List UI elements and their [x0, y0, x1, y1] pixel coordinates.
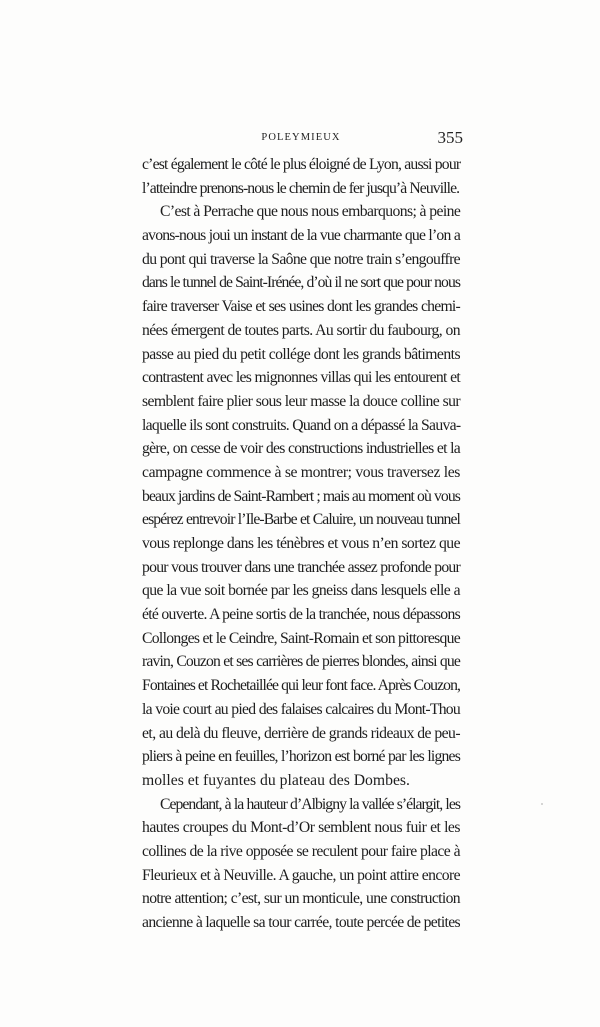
body-text: [142, 153, 460, 935]
paragraph-start-line: Cependant, à la hauteur d’Albigny la vallée s’élargit, les: [160, 795, 460, 813]
text-line: beaux jardins de Saint-Rambert ; mais au moment où vous: [142, 487, 460, 505]
page-number: 355: [437, 128, 463, 147]
text-line: Fleurieux et à Neuville. A gauche, un point attire encore: [142, 866, 460, 884]
paragraph-end-line: molles et fuyantes du plateau des Dombes.: [142, 771, 410, 789]
text-line: contrastent avec les mignonnes villas qui les entourent et: [142, 369, 460, 387]
text-line: du pont qui traverse la Saône que notre train s’engouffre: [142, 250, 460, 268]
text-line: que la vue soit bornée par les gneiss dans lesquels elle a: [142, 582, 460, 600]
text-line: pliers à peine en feuilles, l’horizon est borné par les lignes: [142, 748, 460, 766]
text-line: avons-nous joui un instant de la vue charmante que l’on a: [142, 227, 460, 245]
text-line: laquelle ils sont construits. Quand on a dépassé la Sauva-: [142, 416, 461, 434]
text-line: dans le tunnel de Saint-Irénée, d’où il ne sort que pour nous: [142, 274, 460, 292]
text-line: c’est également le côté le plus éloigné de Lyon, aussi pour: [142, 156, 461, 173]
text-line: nées émergent de toutes parts. Au sortir du faubourg, on: [142, 321, 460, 339]
text-line: espérez entrevoir l’Ile-Barbe et Caluire, un nouveau tunnel: [142, 511, 460, 529]
text-line: collines de la rive opposée se reculent pour faire place à: [142, 842, 460, 860]
text-line: faire traverser Vaise et ses usines dont les grandes chemi-: [142, 298, 460, 316]
page-header: [142, 128, 463, 153]
text-line: vous replonge dans les ténèbres et vous n’en sortez que: [142, 535, 460, 552]
text-line: été ouverte. A peine sortis de la tranchée, nous dépassons: [142, 606, 460, 624]
text-line: Fontaines et Rochetaillée qui leur font face. Après Couzon,: [142, 677, 461, 695]
text-line: ravin, Couzon et ses carrières de pierres blondes, ainsi que: [142, 653, 460, 671]
text-line: semblent faire plier sous leur masse la douce colline sur: [142, 392, 460, 410]
text-line: pour vous trouver dans une tranchée assez profonde pour: [142, 558, 460, 576]
text-line: hautes croupes du Mont-d’Or semblent nous fuir et les: [142, 819, 460, 837]
text-line: campagne commence à se montrer; vous traversez les: [142, 463, 460, 481]
margin-speck: [541, 803, 543, 805]
text-line: l’atteindre prenons-nous le chemin de fer jusqu’à Neuville.: [142, 179, 460, 197]
running-title: POLEYMIEUX: [261, 132, 341, 143]
text-line: Collonges et le Ceindre, Saint-Romain et son pittoresque: [142, 629, 461, 647]
text-line: gère, on cesse de voir des constructions industrielles et la: [142, 440, 460, 458]
text-line: notre attention; c’est, sur un monticule, une construction: [142, 890, 460, 908]
text-line: ancienne à laquelle sa tour carrée, toute percée de petites: [142, 914, 460, 931]
text-line: passe au pied du petit collége dont les grands bâtiments: [142, 345, 460, 363]
paragraph-start-line: C’est à Perrache que nous nous embarquons; à peine: [160, 203, 461, 221]
text-line: et, au delà du fleuve, derrière de grands rideaux de peu-: [142, 724, 460, 742]
text-line: la voie court au pied des falaises calcaires du Mont-Thou: [142, 700, 460, 718]
